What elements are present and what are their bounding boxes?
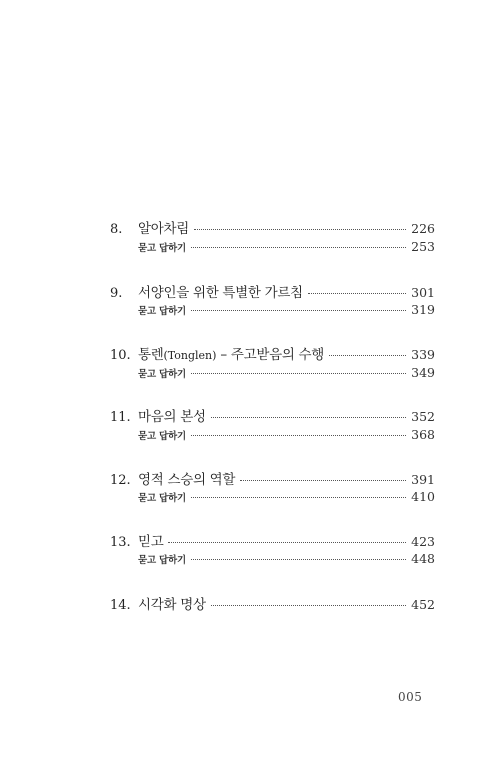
dot-leader <box>191 435 406 436</box>
toc-subentry-13-qa <box>110 551 435 566</box>
page-number: 391 <box>411 472 435 487</box>
toc-entry-10 <box>110 343 435 363</box>
chapter-title: 마음의 본성 <box>138 409 206 425</box>
page-number: 301 <box>411 285 435 300</box>
subentry-title: 묻고 답하기 <box>138 243 186 254</box>
dot-leader <box>329 355 406 356</box>
toc-entry-8 <box>110 217 435 237</box>
dot-leader <box>191 373 406 374</box>
dot-leader <box>308 293 406 294</box>
subentry-title: 묻고 답하기 <box>138 555 186 566</box>
toc-entry-12 <box>110 468 435 488</box>
subentry-title: 묻고 답하기 <box>138 431 186 442</box>
toc-subentry-11-qa <box>110 427 435 442</box>
chapter-title-latin: (Tonglen) <box>163 349 217 362</box>
page-number: 226 <box>411 221 435 236</box>
dot-leader <box>168 542 406 543</box>
dot-leader <box>211 417 406 418</box>
subentry-title: 묻고 답하기 <box>138 369 186 380</box>
page-number: 253 <box>411 239 435 254</box>
chapter-title: 영적 스승의 역할 <box>138 472 236 488</box>
chapter-number: 10. <box>110 348 131 363</box>
subentry-title: 묻고 답하기 <box>138 306 186 317</box>
chapter-title: 믿고 <box>138 534 164 550</box>
toc-subentry-10-qa <box>110 365 435 380</box>
toc-entry-11 <box>110 405 435 425</box>
toc-subentry-9-qa <box>110 302 435 317</box>
dot-leader <box>191 310 406 311</box>
dot-leader <box>191 247 406 248</box>
dot-leader <box>191 559 406 560</box>
dot-leader <box>194 229 406 230</box>
chapter-number: 9. <box>110 286 123 301</box>
page-number: 339 <box>411 347 435 362</box>
page-number: 352 <box>411 409 435 424</box>
dot-leader <box>240 480 406 481</box>
chapter-title-korean: 통렌 <box>138 347 164 363</box>
dot-leader <box>191 497 406 498</box>
page-number: 452 <box>411 597 435 612</box>
chapter-number: 12. <box>110 473 131 488</box>
chapter-title: 알아차림 <box>138 221 189 237</box>
dot-leader <box>211 605 406 606</box>
subentry-title: 묻고 답하기 <box>138 493 186 504</box>
chapter-title <box>138 343 324 363</box>
page-folio: 005 <box>398 690 423 704</box>
toc-entry-14 <box>110 593 435 613</box>
page-number: 368 <box>411 427 435 442</box>
chapter-title-suffix: – 주고받음의 수행 <box>216 347 325 363</box>
chapter-number: 11. <box>110 410 131 425</box>
toc-subentry-12-qa <box>110 489 435 504</box>
chapter-number: 14. <box>110 598 131 613</box>
page-number: 349 <box>411 365 435 380</box>
chapter-title: 시각화 명상 <box>138 597 206 613</box>
toc-entry-13 <box>110 530 435 550</box>
page-number: 448 <box>411 551 435 566</box>
page-number: 410 <box>411 489 435 504</box>
page-number: 319 <box>411 302 435 317</box>
toc-entry-9 <box>110 281 435 301</box>
chapter-number: 8. <box>110 222 123 237</box>
chapter-number: 13. <box>110 535 131 550</box>
page-number: 423 <box>411 534 435 549</box>
toc-subentry-8-qa <box>110 239 435 254</box>
chapter-title: 서양인을 위한 특별한 가르침 <box>138 285 303 301</box>
